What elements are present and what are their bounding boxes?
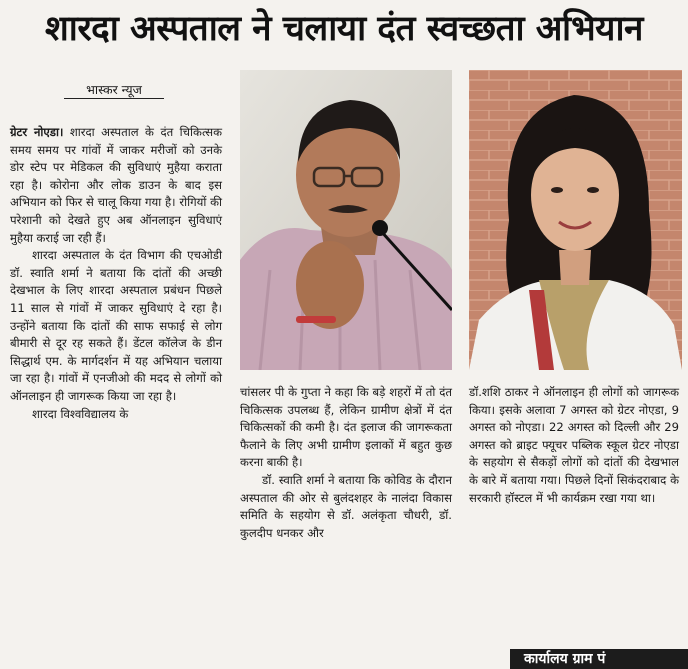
- paragraph-2: शारदा अस्पताल के दंत विभाग की एचओडी डॉ. स्वाति शर्मा ने बताया कि दांतों की अच्छी देखभाल के लिए शारदा अस्पताल प्रबंधन पिछले 11 साल से गांवों में जाकर सुविधाएं दे रहा है। उन्होंने बताया कि दांतों की साफ सफाई से लोग बीमारी से दूर रह सकते हैं। डेंटल कॉलेज के डीन सिद्धार्थ एम. के मार्गदर्शन में यह अभियान चलाया जा रहा है। गांवों में एनजीओ की मदद से लोगों को ऑनलाइन ही जागरूक किया जा रहा है।: [10, 248, 222, 403]
- paragraph-1: [10, 124, 222, 247]
- paragraph-3: शारदा विश्वविद्यालय के: [32, 406, 129, 421]
- article-column-3: [469, 384, 679, 507]
- photo-illustration-2: [469, 70, 682, 370]
- paragraph-4: चांसलर पी के गुप्ता ने कहा कि बड़े शहरों में तो दंत चिकित्सक उपलब्ध हैं, लेकिन ग्रामीण क्षेत्रों में दंत चिकित्सकों की कमी है। दंत इलाज की जागरूकता फैलाने के लिए अभी ग्रामीण इलाकों में बहुत कुछ करना बाकी है।: [240, 385, 452, 470]
- photo-illustration-1: [240, 70, 452, 370]
- paragraph-1-text: शारदा अस्पताल के दंत चिकित्सक समय समय पर गांवों में जाकर मरीजों को उनके डोर स्टेप पर मेडिकल की सुविधाएं मुहैया कराता रहा है। कोरोना और लोक डाउन के बाद इस अभियान को फिर से चालू किया गया है। रोगियों की परेशानी को देखते हुए अब ऑनलाइन सुविधाएं मुहैया कराई जा रही हैं।: [10, 125, 223, 245]
- headline: शारदा अस्पताल ने चलाया दंत स्वच्छता अभियान: [45, 9, 643, 49]
- dateline: ग्रेटर नोएडा।: [10, 125, 64, 139]
- article-column-2: [240, 384, 452, 542]
- photo-woman-doctor: [469, 70, 682, 370]
- paragraph-5: डॉ. स्वाति शर्मा ने बताया कि कोविड के दौरान अस्पताल की ओर से बुलंदशहर के नालंदा विकास समिति के सहयोग से डॉ. अलंकृता चौधरी, डॉ. कुलदीप धनकर और: [240, 472, 452, 540]
- byline: भास्कर न्यूज: [64, 82, 164, 99]
- paragraph-6: डॉ.शशि ठाकर ने ऑनलाइन ही लोगों को जागरूक किया। इसके अलावा 7 अगस्त को ग्रेटर नोएडा, 9 अगस्त को नोएडा। 22 अगस्त को दिल्ली और 29 अगस्त को ब्राइट फ्यूचर पब्लिक स्कूल ग्रेटर नोएडा के सहयोग से सैकड़ों लोगों को दांतों की देखभाल के बारे में बताया गया। पिछले दिनों सिकंदराबाद के सरकारी हॉस्टल में भी कार्यक्रम रखा गया था।: [469, 385, 679, 505]
- article-column-1: [10, 124, 222, 423]
- photo-man-with-microphone: [240, 70, 452, 370]
- next-article-banner: कार्यालय ग्राम पं: [510, 649, 688, 669]
